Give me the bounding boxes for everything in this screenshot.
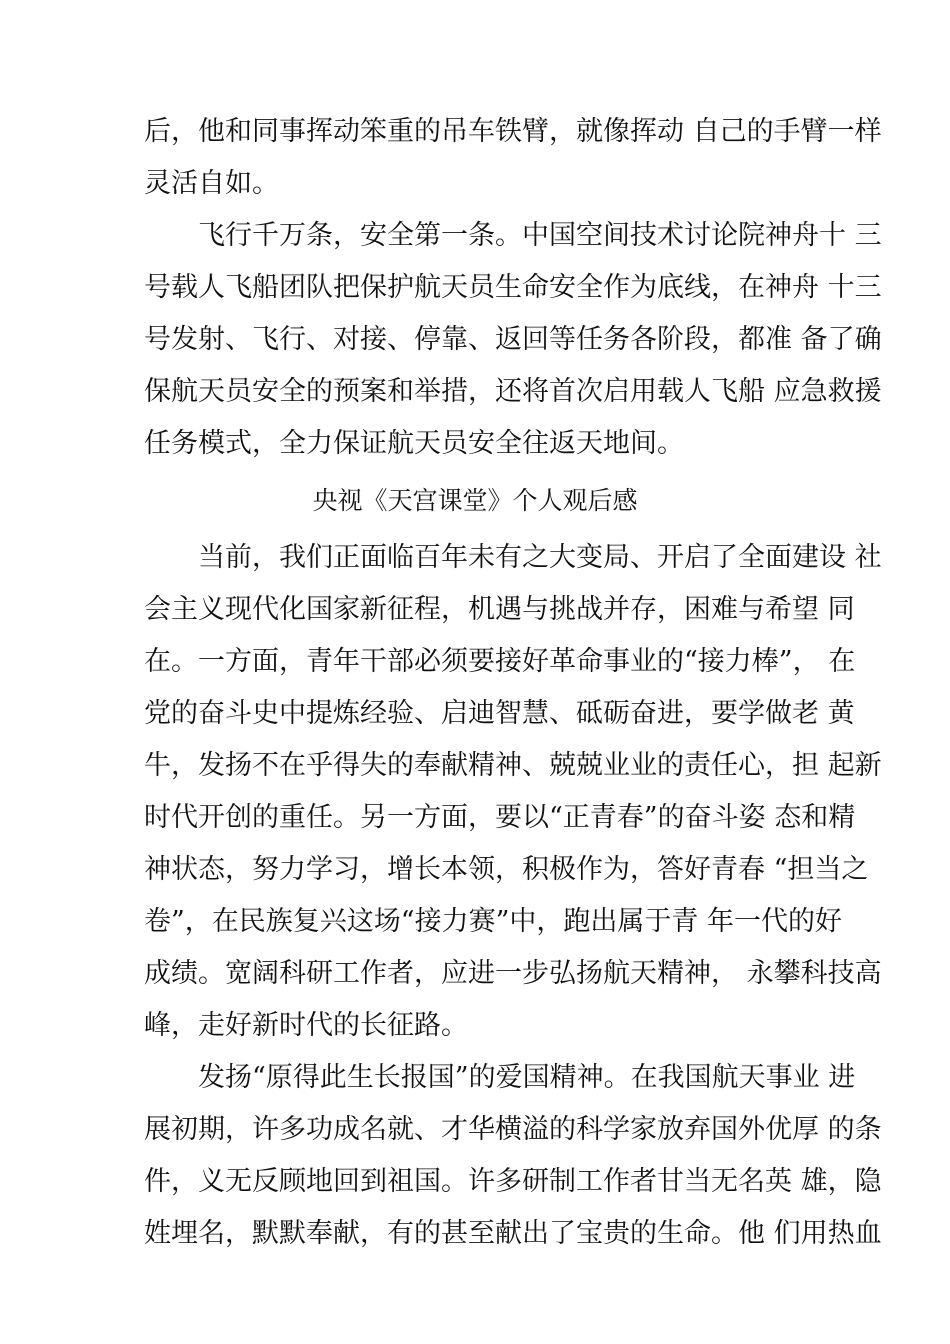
paragraph-2-line-5: 任务模式，全力保证航天员安全往返天地间。 [144, 428, 684, 459]
paragraph-4-line-2: 展初期，许多功成名就、才华横溢的科学家放弃国外优厚 的条 [144, 1114, 882, 1145]
paragraph-3-line-1: 当前，我们正面临百年未有之大变局、开启了全面建设 社 [144, 542, 882, 573]
paragraph-3-line-2: 会主义现代化国家新征程，机遇与挑战并存，困难与希望 同 [144, 594, 855, 625]
paragraph-1-line-1: 后，他和同事挥动笨重的吊车铁臂，就像挥动 自己的手臂一样 [144, 116, 882, 147]
paragraph-4-line-1: 发扬“原得此生长报国”的爱国精神。在我国航天事业 进 [144, 1062, 856, 1093]
paragraph-3-line-5: 牛，发扬不在乎得失的奉献精神、兢兢业业的责任心，担 起新 [144, 750, 882, 781]
paragraph-4-line-4: 姓埋名，默默奉献，有的甚至献出了宝贵的生命。他 们用热血 [144, 1218, 882, 1249]
paragraph-3-line-9: 成绩。宽阔科研工作者，应进一步弘扬航天精神， 永攀科技高 [144, 958, 882, 989]
paragraph-2-line-2: 号载人飞船团队把保护航天员生命安全作为底线，在神舟 十三 [144, 272, 882, 303]
paragraph-2-line-3: 号发射、飞行、对接、停靠、返回等任务各阶段，都准 备了确 [144, 324, 882, 355]
paragraph-4-line-3: 件，义无反顾地回到祖国。许多研制工作者甘当无名英 雄，隐 [144, 1166, 882, 1197]
section-title: 央视《天宫课堂》个人观后感 [312, 486, 638, 515]
paragraph-3-line-6: 时代开创的重任。另一方面，要以“正青春”的奋斗姿 态和精 [144, 802, 856, 833]
paragraph-1-line-2: 灵活自如。 [144, 168, 279, 199]
paragraph-3-line-7: 神状态，努力学习，增长本领，积极作为，答好青春 “担当之 [144, 854, 869, 885]
paragraph-2-line-1: 飞行千万条，安全第一条。中国空间技术讨论院神舟十 三 [144, 220, 882, 251]
paragraph-3-line-3: 在。一方面，青年干部必须要接好革命事业的“接力棒”， 在 [144, 646, 856, 677]
paragraph-3-line-4: 党的奋斗史中提炼经验、启迪智慧、砥砺奋进，要学做老 黄 [144, 698, 855, 729]
paragraph-3-line-10: 峰，走好新时代的长征路。 [144, 1010, 468, 1041]
paragraph-3-line-8: 卷”，在民族复兴这场“接力赛”中，跑出属于青 年一代的好 [144, 906, 842, 937]
paragraph-2-line-4: 保航天员安全的预案和举措，还将首次启用载人飞船 应急救援 [144, 376, 882, 407]
